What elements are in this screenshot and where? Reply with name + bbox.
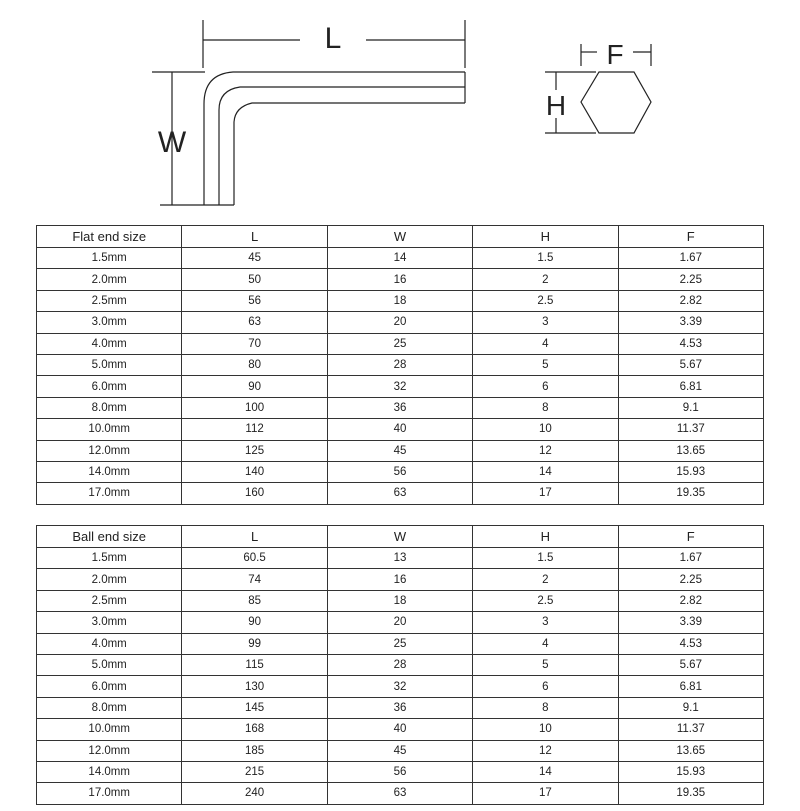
table-row bbox=[37, 290, 764, 311]
table-cell: 185 bbox=[182, 740, 327, 761]
table-cell: 56 bbox=[327, 461, 472, 482]
table-cell: 18 bbox=[327, 590, 472, 611]
table-cell: 40 bbox=[327, 419, 472, 440]
table-row bbox=[37, 697, 764, 718]
table-cell: 3 bbox=[473, 312, 618, 333]
table-cell: 6.81 bbox=[618, 376, 763, 397]
table-cell: 45 bbox=[327, 740, 472, 761]
table-cell: 3.0mm bbox=[37, 612, 182, 633]
table-cell: 11.37 bbox=[618, 419, 763, 440]
column-header: L bbox=[182, 526, 327, 548]
table-row bbox=[37, 719, 764, 740]
label-h: H bbox=[545, 90, 567, 121]
table-row bbox=[37, 312, 764, 333]
table-cell: 11.37 bbox=[618, 719, 763, 740]
table-cell: 12.0mm bbox=[37, 440, 182, 461]
table-cell: 14 bbox=[327, 248, 472, 269]
table-cell: 112 bbox=[182, 419, 327, 440]
table-cell: 56 bbox=[182, 290, 327, 311]
table-cell: 14.0mm bbox=[37, 761, 182, 782]
table-cell: 19.35 bbox=[618, 783, 763, 804]
table-cell: 2.5mm bbox=[37, 290, 182, 311]
table-row bbox=[37, 269, 764, 290]
table-row bbox=[37, 397, 764, 418]
table-cell: 6.81 bbox=[618, 676, 763, 697]
table-cell: 12.0mm bbox=[37, 740, 182, 761]
table-cell: 63 bbox=[327, 483, 472, 504]
table-cell: 36 bbox=[327, 397, 472, 418]
table-cell: 85 bbox=[182, 590, 327, 611]
table-cell: 2.0mm bbox=[37, 269, 182, 290]
table-cell: 40 bbox=[327, 719, 472, 740]
table-cell: 8.0mm bbox=[37, 397, 182, 418]
table-cell: 2.5mm bbox=[37, 590, 182, 611]
table-cell: 8.0mm bbox=[37, 697, 182, 718]
table-header-row bbox=[37, 226, 764, 248]
table-cell: 13.65 bbox=[618, 440, 763, 461]
table-cell: 3.39 bbox=[618, 612, 763, 633]
table-row bbox=[37, 633, 764, 654]
table-cell: 145 bbox=[182, 697, 327, 718]
table-cell: 100 bbox=[182, 397, 327, 418]
table-cell: 16 bbox=[327, 269, 472, 290]
table-cell: 25 bbox=[327, 333, 472, 354]
table-cell: 3.39 bbox=[618, 312, 763, 333]
table-cell: 4.0mm bbox=[37, 633, 182, 654]
column-header: W bbox=[327, 226, 472, 248]
table-row bbox=[37, 440, 764, 461]
table-cell: 70 bbox=[182, 333, 327, 354]
table-cell: 6 bbox=[473, 676, 618, 697]
table-cell: 16 bbox=[327, 569, 472, 590]
table-cell: 20 bbox=[327, 312, 472, 333]
table-cell: 168 bbox=[182, 719, 327, 740]
table-row bbox=[37, 419, 764, 440]
table-cell: 18 bbox=[327, 290, 472, 311]
table-cell: 50 bbox=[182, 269, 327, 290]
column-header: H bbox=[473, 226, 618, 248]
table-row bbox=[37, 548, 764, 569]
table-cell: 160 bbox=[182, 483, 327, 504]
table-cell: 115 bbox=[182, 654, 327, 675]
table-cell: 2.0mm bbox=[37, 569, 182, 590]
table-cell: 6.0mm bbox=[37, 376, 182, 397]
table-cell: 6.0mm bbox=[37, 676, 182, 697]
table-cell: 215 bbox=[182, 761, 327, 782]
table-cell: 10 bbox=[473, 419, 618, 440]
table-cell: 2.25 bbox=[618, 269, 763, 290]
table-cell: 60.5 bbox=[182, 548, 327, 569]
table-row bbox=[37, 783, 764, 804]
table-header-row bbox=[37, 526, 764, 548]
table-row bbox=[37, 740, 764, 761]
column-header: Flat end size bbox=[37, 226, 182, 248]
table-cell: 17 bbox=[473, 783, 618, 804]
table-cell: 4.53 bbox=[618, 333, 763, 354]
table-row bbox=[37, 569, 764, 590]
table-cell: 10.0mm bbox=[37, 419, 182, 440]
table-cell: 1.5mm bbox=[37, 248, 182, 269]
table-cell: 45 bbox=[327, 440, 472, 461]
table-cell: 4 bbox=[473, 633, 618, 654]
table-cell: 5.0mm bbox=[37, 354, 182, 375]
table-cell: 80 bbox=[182, 354, 327, 375]
table-cell: 28 bbox=[327, 654, 472, 675]
table-cell: 36 bbox=[327, 697, 472, 718]
table-row bbox=[37, 376, 764, 397]
label-l: L bbox=[324, 22, 342, 55]
table-cell: 1.67 bbox=[618, 548, 763, 569]
table-cell: 130 bbox=[182, 676, 327, 697]
column-header: H bbox=[473, 526, 618, 548]
table-cell: 63 bbox=[182, 312, 327, 333]
table-cell: 1.5mm bbox=[37, 548, 182, 569]
table-cell: 5.0mm bbox=[37, 654, 182, 675]
table-cell: 28 bbox=[327, 354, 472, 375]
table-cell: 125 bbox=[182, 440, 327, 461]
column-header: W bbox=[327, 526, 472, 548]
table-cell: 1.5 bbox=[473, 248, 618, 269]
table-cell: 90 bbox=[182, 376, 327, 397]
table-cell: 5.67 bbox=[618, 654, 763, 675]
table-cell: 32 bbox=[327, 376, 472, 397]
table-cell: 15.93 bbox=[618, 461, 763, 482]
table-cell: 1.67 bbox=[618, 248, 763, 269]
table-cell: 3 bbox=[473, 612, 618, 633]
table-cell: 9.1 bbox=[618, 397, 763, 418]
label-w: W bbox=[157, 126, 187, 159]
table-cell: 140 bbox=[182, 461, 327, 482]
table-cell: 8 bbox=[473, 697, 618, 718]
table-cell: 4.53 bbox=[618, 633, 763, 654]
table-cell: 4.0mm bbox=[37, 333, 182, 354]
table-cell: 2.82 bbox=[618, 290, 763, 311]
table-cell: 99 bbox=[182, 633, 327, 654]
table-cell: 10 bbox=[473, 719, 618, 740]
ball-end-size-table bbox=[36, 525, 764, 805]
table-cell: 20 bbox=[327, 612, 472, 633]
table-cell: 4 bbox=[473, 333, 618, 354]
table-cell: 9.1 bbox=[618, 697, 763, 718]
table-cell: 5 bbox=[473, 354, 618, 375]
table-row bbox=[37, 248, 764, 269]
table-cell: 14.0mm bbox=[37, 461, 182, 482]
table-cell: 63 bbox=[327, 783, 472, 804]
column-header: F bbox=[618, 526, 763, 548]
column-header: Ball end size bbox=[37, 526, 182, 548]
table-cell: 19.35 bbox=[618, 483, 763, 504]
table-row bbox=[37, 461, 764, 482]
table-cell: 2.82 bbox=[618, 590, 763, 611]
table-cell: 13.65 bbox=[618, 740, 763, 761]
table-row bbox=[37, 612, 764, 633]
table-cell: 2.5 bbox=[473, 590, 618, 611]
table-cell: 12 bbox=[473, 440, 618, 461]
table-cell: 2.5 bbox=[473, 290, 618, 311]
table-cell: 240 bbox=[182, 783, 327, 804]
table-cell: 74 bbox=[182, 569, 327, 590]
table-row bbox=[37, 761, 764, 782]
table-cell: 6 bbox=[473, 376, 618, 397]
hex-key-diagram bbox=[0, 0, 800, 215]
table-cell: 5 bbox=[473, 654, 618, 675]
table-cell: 32 bbox=[327, 676, 472, 697]
table-cell: 12 bbox=[473, 740, 618, 761]
flat-end-size-table bbox=[36, 225, 764, 505]
table-cell: 15.93 bbox=[618, 761, 763, 782]
table-row bbox=[37, 354, 764, 375]
table-cell: 17.0mm bbox=[37, 483, 182, 504]
table-row bbox=[37, 483, 764, 504]
column-header: F bbox=[618, 226, 763, 248]
table-cell: 90 bbox=[182, 612, 327, 633]
table-cell: 56 bbox=[327, 761, 472, 782]
table-cell: 8 bbox=[473, 397, 618, 418]
l-shaped-key-drawing bbox=[152, 20, 465, 205]
column-header: L bbox=[182, 226, 327, 248]
label-f: F bbox=[606, 39, 624, 70]
table-row bbox=[37, 590, 764, 611]
table-cell: 5.67 bbox=[618, 354, 763, 375]
table-cell: 17 bbox=[473, 483, 618, 504]
table-row bbox=[37, 654, 764, 675]
table-cell: 13 bbox=[327, 548, 472, 569]
table-cell: 25 bbox=[327, 633, 472, 654]
table-cell: 17.0mm bbox=[37, 783, 182, 804]
table-cell: 1.5 bbox=[473, 548, 618, 569]
table-cell: 2 bbox=[473, 569, 618, 590]
table-cell: 14 bbox=[473, 761, 618, 782]
table-cell: 10.0mm bbox=[37, 719, 182, 740]
table-cell: 2 bbox=[473, 269, 618, 290]
table-row bbox=[37, 333, 764, 354]
table-cell: 45 bbox=[182, 248, 327, 269]
table-cell: 14 bbox=[473, 461, 618, 482]
table-cell: 2.25 bbox=[618, 569, 763, 590]
table-row bbox=[37, 676, 764, 697]
table-cell: 3.0mm bbox=[37, 312, 182, 333]
